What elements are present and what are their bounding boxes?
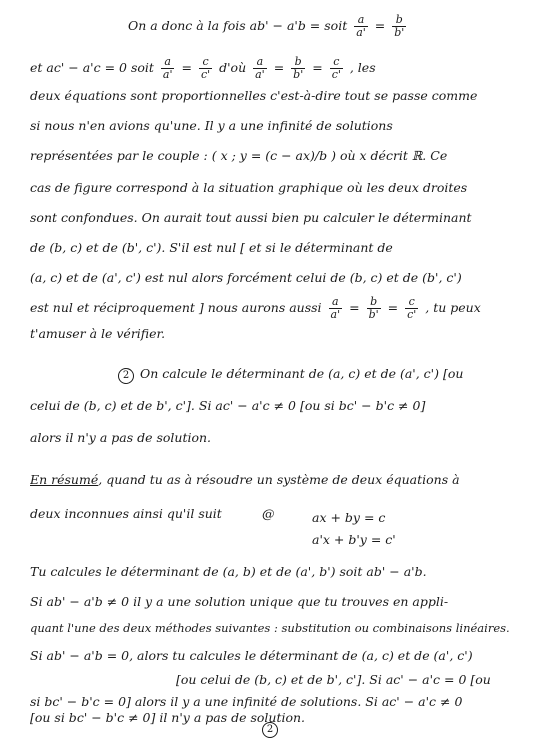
text-line <box>30 56 530 81</box>
fraction <box>354 14 368 39</box>
text-segment: , quand tu as à résoudre un système de deux équations à <box>98 472 460 487</box>
text-line <box>118 366 530 384</box>
fraction-numerator: a <box>161 56 175 69</box>
fraction <box>199 56 212 81</box>
system-equation-2: a'x + b'y = c' <box>312 532 396 547</box>
text-line <box>30 472 530 488</box>
equals-sign: = <box>387 300 399 315</box>
equals-sign: = <box>273 60 285 75</box>
fraction-denominator: a' <box>330 308 341 321</box>
fraction-denominator: c' <box>331 68 341 81</box>
equals-sign: = <box>312 60 323 75</box>
fraction-numerator: b <box>291 56 305 69</box>
text-segment: On a donc à la fois ab' − a'b = soit <box>128 18 348 33</box>
system-equation-1: ax + by = c <box>312 510 386 525</box>
text-line: Si ab' − a'b = 0, alors tu calcules le déterminant de (a, c) et de (a', c') <box>30 648 473 663</box>
text-segment: et ac' − a'c = 0 soit <box>30 60 154 75</box>
text-line: si nous n'en avions qu'une. Il y a une infinité de solutions <box>30 118 393 133</box>
text-line: t'amuser à le vérifier. <box>30 326 166 341</box>
text-line: Si ab' − a'b ≠ 0 il y a une solution unique que tu trouves en appli- <box>30 594 449 609</box>
fraction-numerator: b <box>392 14 406 27</box>
fraction <box>405 296 418 321</box>
fraction-denominator: c' <box>200 68 211 81</box>
text-line: Tu calcules le déterminant de (a, b) et de (a', b') soit ab' − a'b. <box>30 564 427 579</box>
text-line: deux équations sont proportionnelles c'est-à-dire tout se passe comme <box>30 88 478 103</box>
fraction-numerator: a <box>329 296 343 309</box>
fraction-numerator: c <box>405 296 418 309</box>
text-segment: , tu peux <box>425 300 481 315</box>
equals-sign: = <box>349 300 360 315</box>
text-segment: On calcule le déterminant de (a, c) et de (a', c') [ou <box>140 366 464 381</box>
text-segment: d'où <box>219 60 247 75</box>
text-line: [ou celui de (b, c) et de b', c']. Si ac' − a'c = 0 [ou <box>176 672 491 687</box>
fraction <box>161 56 175 81</box>
fraction <box>367 296 381 321</box>
fraction-denominator: a' <box>255 68 265 81</box>
equals-sign: = <box>181 60 192 75</box>
text-line: quant l'une des deux méthodes suivantes : substitution ou combinaisons linéaires. <box>30 621 510 635</box>
text-segment: est nul et réciproquement ] nous aurons aussi <box>30 300 322 315</box>
equals-sign: = <box>374 18 386 33</box>
text-segment: , les <box>349 60 376 75</box>
fraction <box>329 296 343 321</box>
text-line: alors il n'y a pas de solution. <box>30 430 212 445</box>
text-line <box>30 296 530 321</box>
fraction-denominator: a' <box>356 26 366 39</box>
text-line: deux inconnues ainsi qu'il suit <box>30 506 222 521</box>
fraction-denominator: b' <box>394 26 405 39</box>
text-line: représentées par le couple : ( x ; y = (c − ax)/b ) où x décrit ℝ. Ce <box>30 148 448 163</box>
page-number: 2 <box>262 722 278 738</box>
text-line: si bc' − b'c = 0] alors il y a une infinité de solutions. Si ac' − a'c ≠ 0 <box>30 694 463 709</box>
text-line: sont confondues. On aurait tout aussi bien pu calculer le déterminant <box>30 210 472 225</box>
system-label: @ <box>262 506 275 521</box>
fraction-denominator: b' <box>293 68 304 81</box>
text-line: [ou si bc' − b'c ≠ 0] il n'y a pas de solution. <box>30 710 306 725</box>
circled-number: 2 <box>118 368 134 384</box>
fraction-numerator: b <box>367 296 381 309</box>
fraction <box>392 14 406 39</box>
fraction-numerator: a <box>354 14 368 27</box>
text-line: (a, c) et de (a', c') est nul alors forcément celui de (b, c) et de (b', c') <box>30 270 462 285</box>
text-line <box>128 14 530 39</box>
summary-heading: En résumé <box>30 472 99 487</box>
fraction-denominator: c' <box>407 308 417 321</box>
fraction-numerator: a <box>253 56 267 69</box>
fraction-denominator: a' <box>162 68 173 81</box>
text-line: de (b, c) et de (b', c'). S'il est nul [ et si le déterminant de <box>30 240 393 255</box>
fraction <box>253 56 267 81</box>
fraction-numerator: c <box>330 56 343 69</box>
fraction-denominator: b' <box>368 308 379 321</box>
fraction <box>291 56 305 81</box>
fraction <box>330 56 343 81</box>
text-line: celui de (b, c) et de b', c']. Si ac' − a'c ≠ 0 [ou si bc' − b'c ≠ 0] <box>30 398 426 413</box>
text-line: cas de figure correspond à la situation graphique où les deux droites <box>30 180 468 195</box>
fraction-numerator: c <box>199 56 212 69</box>
